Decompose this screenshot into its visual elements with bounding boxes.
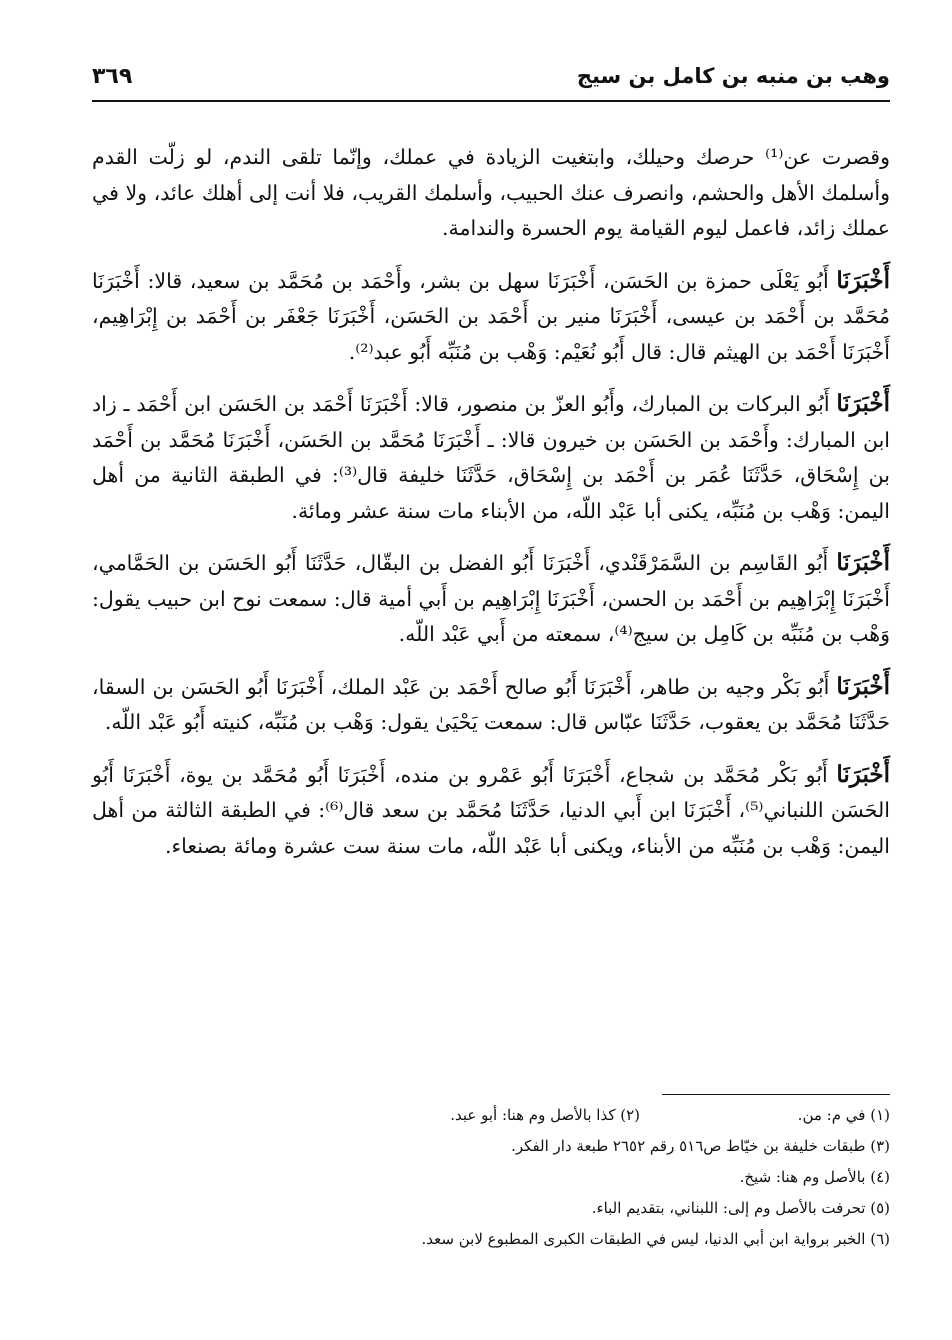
paragraph-lead-word: أَخْبَرَنَا bbox=[836, 266, 890, 294]
footnote-5: (٥) تحرفت بالأصل وم إلى: اللبناني، بتقديم الباء. bbox=[591, 1199, 890, 1217]
paragraph-6 bbox=[92, 757, 890, 865]
paragraph-text: أَبُو البركات بن المبارك، وأَبُو العزّ بن منصور، قالا: أَخْبَرَنَا أَحْمَد بن الحَسَن ابن أَحْمَد ـ زاد ابن المبارك: وأَحْمَد بن الحَسَن بن خيرون قالا: ـ أَخْبَرَنَا مُحَمَّد بن الحَسَن، أَخْبَرَنَا مُحَمَّد بن أَحْمَد بن إِسْحَاق، حَدَّثَنَا عُمَر بن أَحْمَد بن إِسْحَاق، حَدَّثَنَا خليفة قال⁽³⁾: في الطبقة الثانية من أهل اليمن: وَهْب بن مُنَبِّه، يكنى أبا عَبْد اللّه، من الأبناء مات سنة عشر ومائة. bbox=[92, 392, 890, 523]
paragraph-5 bbox=[92, 669, 890, 741]
paragraph-4 bbox=[92, 545, 890, 653]
footnote-row bbox=[92, 1131, 890, 1162]
footnote-row bbox=[92, 1224, 890, 1255]
paragraph-1 bbox=[92, 140, 890, 247]
footnote-row bbox=[92, 1100, 890, 1131]
paragraph-text: وقصرت عن⁽¹⁾ حرصك وحيلك، وابتغيت الزيادة في عملك، وإنّما تلقى الندم، لو زلّت القدم وأسلمك الأهل والحشم، وانصرف عنك الحبيب، وأسلمك القريب، فلا أنت إلى أهلك عائد، ولا في عملك زائد، فاعمل ليوم القيامة يوم الحسرة والندامة. bbox=[92, 145, 890, 240]
page-number: ٣٦٩ bbox=[92, 64, 133, 89]
running-title: وهب بن منبه بن كامل بن سيج bbox=[576, 64, 890, 88]
paragraph-text: أَبُو يَعْلَى حمزة بن الحَسَن، أَخْبَرَنَا سهل بن بشر، وأَحْمَد بن مُحَمَّد بن سعيد، قالا: أَخْبَرَنَا مُحَمَّد بن أَحْمَد بن عيسى، أَخْبَرَنَا منير بن أَحْمَد بن الحَسَن، أَخْبَرَنَا جَعْفَر بن أَحْمَد بن إِبْرَاهِيم، أَخْبَرَنَا أَحْمَد بن الهيثم قال: قال أَبُو نُعَيْم: وَهْب بن مُنَبِّه أَبُو عبد⁽²⁾. bbox=[92, 268, 890, 364]
main-text bbox=[92, 140, 890, 880]
footnote-row bbox=[92, 1162, 890, 1193]
footnote-1: (١) في م: من. bbox=[797, 1106, 890, 1124]
paragraph-lead-word: أَخْبَرَنَا bbox=[836, 549, 890, 576]
footnote-2: (٢) كذا بالأصل وم هنا: أبو عبد. bbox=[450, 1106, 640, 1124]
paragraph-text: أَبُو بَكْر وجيه بن طاهر، أَخْبَرَنَا أَبُو صالح أَحْمَد بن عَبْد الملك، أَخْبَرَنَا أَبُو الحَسَن بن السقا، حَدَّثَنَا مُحَمَّد بن يعقوب، حَدَّثَنَا عبّاس قال: سمعت يَحْيَىٰ يقول: وَهْب بن مُنَبِّه، كنيته أَبُو عَبْد اللّه. bbox=[92, 674, 890, 734]
footnote-rule bbox=[662, 1094, 890, 1095]
paragraph-text: أَبُو بَكْر مُحَمَّد بن شجاع، أَخْبَرَنَا أَبُو عَمْرو بن منده، أَخْبَرَنَا أَبُو مُحَمَّد بن يوة، أَخْبَرَنَا أَبُو الحَسَن اللنباني⁽⁵⁾، أَخْبَرَنَا ابن أَبي الدنيا، حَدَّثَنَا مُحَمَّد بن سعد قال⁽⁶⁾: في الطبقة الثالثة من أهل اليمن: وَهْب بن مُنَبِّه من الأبناء، ويكنى أبا عَبْد اللّه، مات سنة ست عشرة ومائة بصنعاء. bbox=[92, 762, 890, 858]
paragraph-lead-word: أَخْبَرَنَا bbox=[836, 390, 890, 417]
paragraph-2 bbox=[92, 263, 890, 371]
footnote-row bbox=[92, 1193, 890, 1224]
paragraph-3 bbox=[92, 386, 890, 529]
paragraph-lead-word: أَخْبَرَنَا bbox=[836, 760, 890, 788]
header-rule bbox=[92, 100, 890, 102]
footnote-6: (٦) الخبر برواية ابن أبي الدنيا، ليس في الطبقات الكبرى المطبوع لابن سعد. bbox=[421, 1230, 890, 1248]
footnote-4: (٤) بالأصل وم هنا: شيخ. bbox=[739, 1168, 890, 1186]
footnotes bbox=[92, 1100, 890, 1255]
paragraph-lead-word: أَخْبَرَنَا bbox=[836, 672, 890, 700]
page-header bbox=[92, 60, 890, 100]
footnote-3: (٣) طبقات خليفة بن خيّاط ص٥١٦ رقم ٢٦٥٢ طبعة دار الفكر. bbox=[511, 1137, 890, 1155]
paragraph-text: أَبُو القَاسِم بن السَّمَرْقَنْدي، أَخْبَرَنَا أَبُو الفضل بن البقّال، حَدَّثَنَا أَبُو الحَسَن بن الحَمَّامي، أَخْبَرَنَا إِبْرَاهِيم بن أَحْمَد بن الحسن، أَخْبَرَنَا إِبْرَاهِيم بن أَبي أمية قال: سمعت نوح ابن حبيب يقول: وَهْب بن مُنَبِّه بن كَامِل بن سيج⁽⁴⁾، سمعته من أَبي عَبْد اللّه. bbox=[92, 551, 890, 646]
